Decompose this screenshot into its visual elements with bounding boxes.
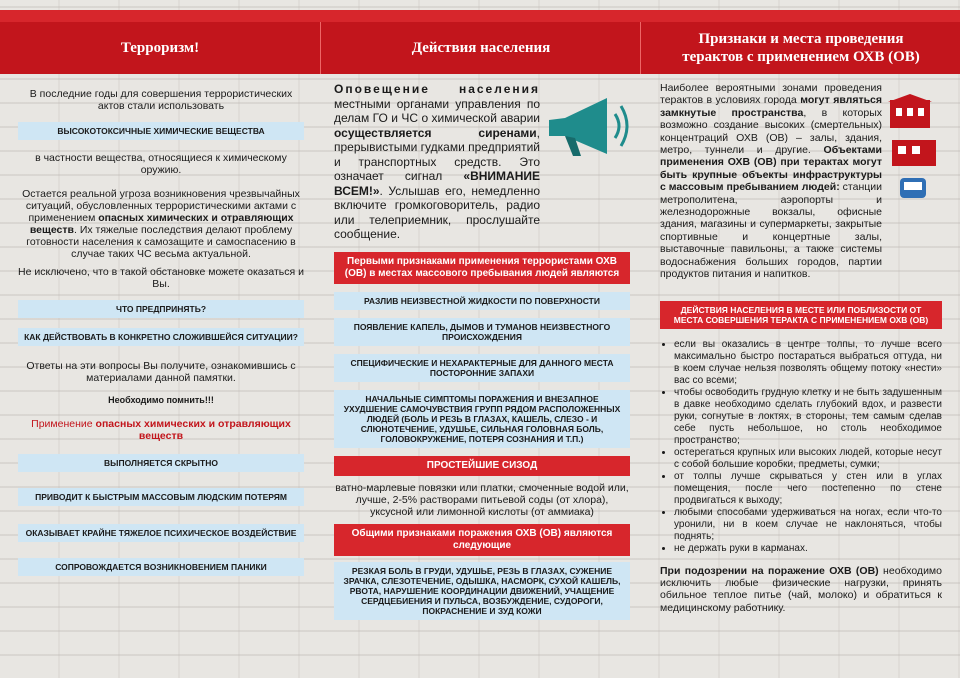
crowd-actions-header: ДЕЙСТВИЯ НАСЕЛЕНИЯ В МЕСТЕ ИЛИ ПОБЛИЗОСТИ ОТ МЕСТА СОВЕРШЕНИЯ ТЕРАКТА С ПРИМЕНЕНИЕМ ОХВ (ОВ): [660, 301, 942, 329]
header-title-1: Терроризм!: [120, 39, 200, 56]
column-actions: [334, 82, 630, 620]
header-terrorism: [0, 22, 320, 74]
answers-text: Ответы на эти вопросы Вы получите, ознакомившись с материалами данной памятки.: [26, 360, 296, 384]
remember-text: Необходимо помнить!!!: [108, 395, 214, 405]
list-item: • не держать руки в карманах.: [674, 543, 942, 555]
partic-text: в частности вещества, относящиеся к химическому оружию.: [35, 152, 287, 176]
chem-box: ВЫСОКОТОКСИЧНЫЕ ХИМИЧЕСКИЕ ВЕЩЕСТВА: [18, 122, 304, 140]
effect-losses: ПРИВОДИТ К БЫСТРЫМ МАССОВЫМ ЛЮДСКИМ ПОТЕРЯМ: [18, 488, 304, 506]
sign-smoke: ПОЯВЛЕНИЕ КАПЕЛЬ, ДЫМОВ И ТУМАНОВ НЕИЗВЕСТНОГО ПРОИСХОЖДЕНИЯ: [334, 318, 630, 346]
question-how: КАК ДЕЙСТВОВАТЬ В КОНКРЕТНО СЛОЖИВШЕЙСЯ СИТУАЦИИ?: [18, 328, 304, 346]
common-signs-header: Общими признаками поражения ОХВ (ОВ) являются следующие: [334, 524, 630, 556]
list-item: • если вы оказались в центре толпы, то лучше всего максимально быстро постараться выбраться оттуда, ни в коем случае нельзя позволять общему потоку «нести» вас со всеми;: [674, 339, 942, 387]
crowd-actions-list: [660, 339, 942, 555]
final-text: При подозрении на поражение ОХВ (ОВ) необходимо исключить любые физические нагрузки, принять обильное теплое питье (чай, молоко) и обратиться к медицинскому работнику.: [660, 564, 942, 614]
effect-psych: ОКАЗЫВАЕТ КРАЙНЕ ТЯЖЕЛОЕ ПСИХИЧЕСКОЕ ВОЗДЕЙСТВИЕ: [18, 524, 304, 542]
column-terrorism: [18, 82, 304, 576]
list-item: • чтобы освободить грудную клетку и не быть задушенным в давке необходимо сделать глубокий вдох, и развести руки, согнутые в локтях, в стороны, тем самым сделав себе пусть небольшое, но столь необходимое пространство;: [674, 387, 942, 447]
question-what: ЧТО ПРЕДПРИНЯТЬ?: [18, 300, 304, 318]
apply-text: Применение опасных химических и отравляющих веществ: [31, 418, 291, 442]
warning-text: Оповещение населения местными органами управления по делам ГО и ЧС о химической аварии осуществляется сиренами, прерывистыми гудками предприятий и транспортных средств. Это означает сигнал «ВНИМАНИЕ ВСЕМ!». Услышав его, немедленно включите громкоговоритель, радио или телеприемник, прослушайте сообщение.: [334, 82, 540, 241]
megaphone-icon: [545, 96, 635, 162]
buildings-icon: [882, 94, 944, 204]
sign-symptoms: НАЧАЛЬНЫЕ СИМПТОМЫ ПОРАЖЕНИЯ И ВНЕЗАПНОЕ УХУДШЕНИЕ САМОЧУВСТВИЯ ГРУПП РЯДОМ РАСПОЛОЖЕННЫХ ЛЮДЕЙ (БОЛЬ И РЕЗЬ В ГЛАЗАХ, КАШЕЛЬ, СЛЕЗО - И СЛЮНОТЕЧЕНИЕ, УДУШЬЕ, СИЛЬНАЯ ГОЛОВНАЯ БОЛЬ, ГОЛОВОКРУЖЕНИЕ, ПОТЕРЯ СОЗНАНИЯ И Т.П.): [334, 390, 630, 448]
effect-panic: СОПРОВОЖДАЕТСЯ ВОЗНИКНОВЕНИЕМ ПАНИКИ: [18, 558, 304, 576]
threat-text: Остается реальной угроза возникновения чрезвычайных ситуаций, обусловленных террористическими актами с применением опасных химических и отравляющих веществ. Их тяжелые последствия делают проблему готовности населения к самозащите и самоспасению в случае таких ЧС весьма актуальной.: [22, 188, 300, 260]
maybe-text: Не исключено, что в такой обстановке можете оказаться и Вы.: [18, 266, 304, 290]
header-title-3b: терактов с применением ОХВ (ОВ): [682, 49, 920, 65]
list-item: • от толпы лучше скрываться у стен или в углах помещения, после чего постепенно по стене продвигаться к выходу;: [674, 471, 942, 507]
list-item: • остерегаться крупных или высоких людей, которые несут с собой большие коробки, предметы, сумки;: [674, 447, 942, 471]
first-signs-header: Первыми признаками применения террористами ОХВ (ОВ) в местах массового пребывания людей являются: [334, 252, 630, 284]
intro-text: В последние годы для совершения террористических актов стали использовать: [29, 88, 293, 112]
symptoms-box: РЕЗКАЯ БОЛЬ В ГРУДИ, УДУШЬЕ, РЕЗЬ В ГЛАЗАХ, СУЖЕНИЕ ЗРАЧКА, СЛЕЗОТЕЧЕНИЕ, ОДЫШКА, НАСМОРК, СУХОЙ КАШЕЛЬ, РВОТА, НАРУШЕНИЕ КООРДИНАЦИИ ДВИЖЕНИЙ, УЧАЩЕНИЕ СЕРДЦЕБИЕНИЯ И ПУЛЬСА, ВОЗБУЖДЕНИЕ, СУДОРОГИ, ПОКРАСНЕНИЕ И ЗУД КОЖИ: [334, 562, 630, 620]
effect-covert: ВЫПОЛНЯЕТСЯ СКРЫТНО: [18, 454, 304, 472]
zones-text: Наиболее вероятными зонами проведения терактов в условиях города могут являться замкнутые пространства, в которых возможно создание высоких (смертельных) концентраций ОХВ (ОВ) – залы, здания, метро, туннели и другие. Объектами применения ОХВ (ОВ) при терактах могут быть крупные объекты инфраструктуры с массовым пребыванием людей: станции метрополитена, аэропорты и железнодорожные вокзалы, офисные здания, магазины и супермаркеты, закрытые спортивные и концертные залы, выставочные павильоны, а также системы водоснабжения больших городов, партии продуктов питания и напитков.: [660, 82, 883, 281]
header-title-3a: Признаки и места проведения: [698, 31, 904, 47]
sign-liquid: РАЗЛИВ НЕИЗВЕСТНОЙ ЖИДКОСТИ ПО ПОВЕРХНОСТИ: [334, 292, 630, 310]
top-strip: [0, 10, 960, 22]
list-item: • любыми способами удерживаться на ногах, если что-то уронили, ни в коем случае не наклоняться, чтобы поднять;: [674, 507, 942, 543]
sign-odor: СПЕЦИФИЧЕСКИЕ И НЕХАРАКТЕРНЫЕ ДЛЯ ДАННОГО МЕСТА ПОСТОРОННИЕ ЗАПАХИ: [334, 354, 630, 382]
sizod-text: ватно-марлевые повязки или платки, смоченные водой или, лучше, 2-5% растворами питьевой соды (от хлора), уксусной или лимонной кислоты (от аммиака): [335, 481, 629, 518]
header-actions: [320, 22, 641, 74]
sizod-header: ПРОСТЕЙШИЕ СИЗОД: [334, 456, 630, 476]
header-title-2: Действия населения: [411, 39, 551, 56]
header-signs: [640, 22, 960, 74]
